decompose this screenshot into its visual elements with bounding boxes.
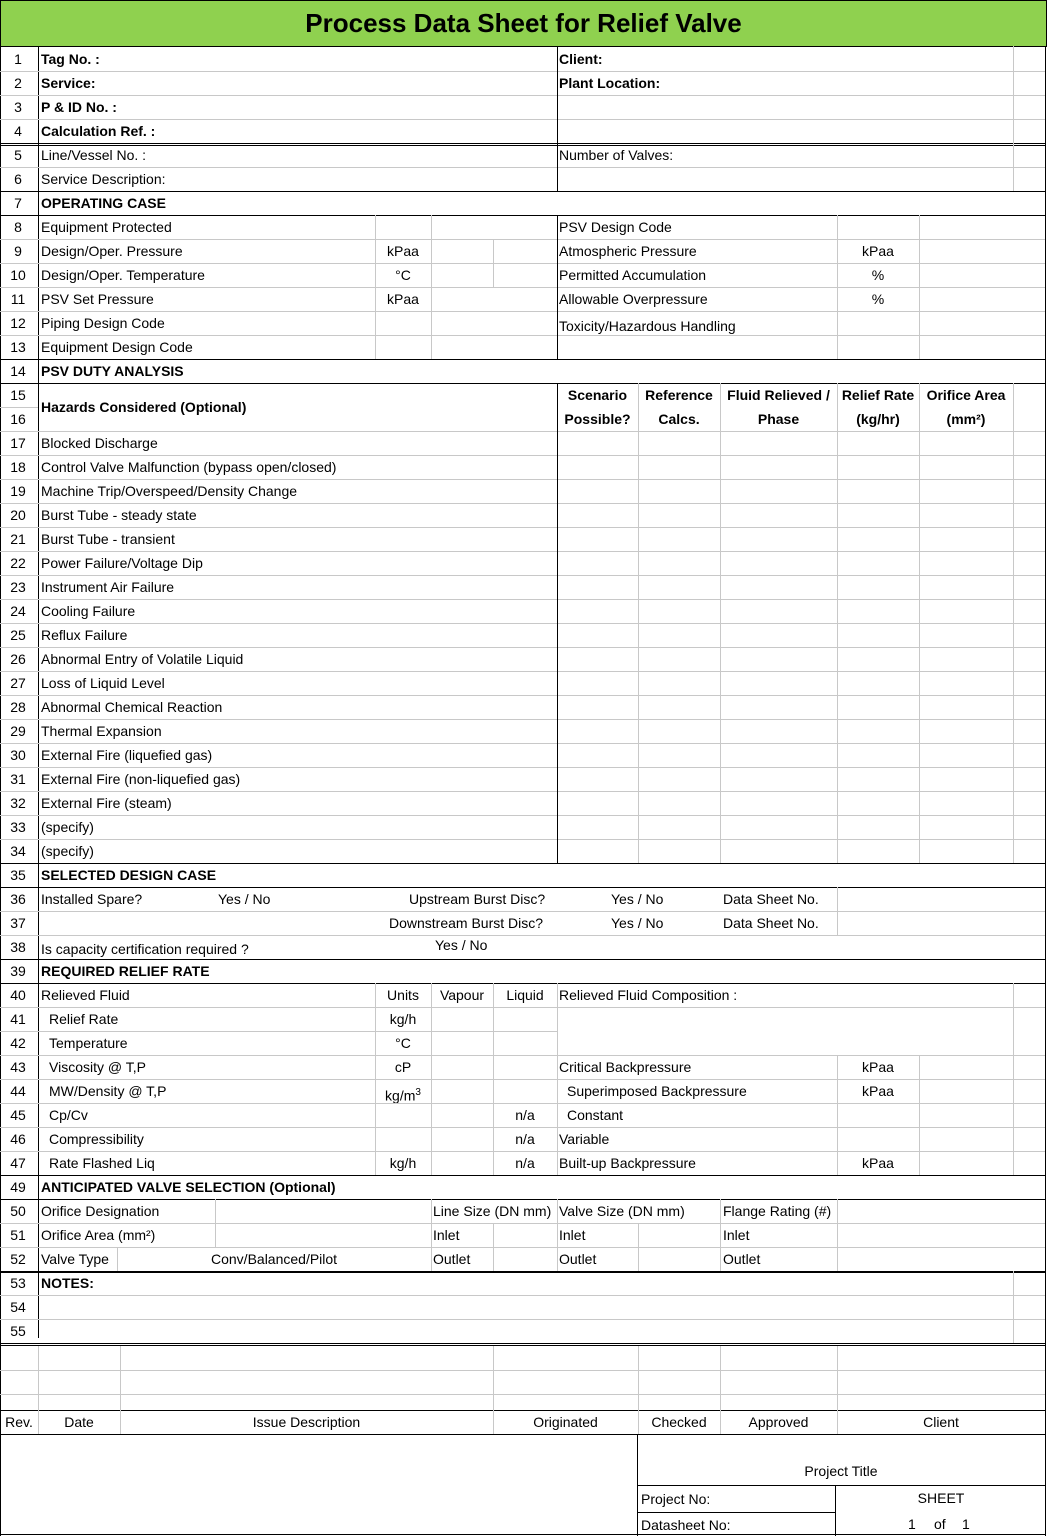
grid-line: [837, 1199, 838, 1271]
grid-line: [375, 215, 376, 359]
grid-line: [0, 1007, 1045, 1008]
row-number: 16: [10, 411, 26, 427]
grid-line: [493, 239, 494, 287]
na-label: n/a: [515, 1107, 535, 1123]
grid-line: [0, 1319, 1045, 1320]
field-label-right: Number of Valves:: [559, 147, 674, 163]
hazard-label: Burst Tube - transient: [41, 531, 175, 547]
field-label: Relief Rate: [49, 1011, 119, 1027]
row-number: 39: [10, 963, 26, 979]
grid-line: [0, 95, 1045, 96]
hazard-label: Abnormal Entry of Volatile Liquid: [41, 651, 244, 667]
field-label: Relieved Fluid: [41, 987, 130, 1003]
grid-line: [117, 1247, 118, 1271]
field-label: Upstream Burst Disc?: [409, 891, 546, 907]
field-label: Orifice Area (mm²): [41, 1227, 156, 1243]
field-label: Inlet: [433, 1227, 460, 1243]
row-number: 53: [10, 1275, 26, 1291]
grid-line: [0, 1247, 1045, 1248]
hazard-label: External Fire (liquefied gas): [41, 747, 213, 763]
grid-line: [0, 215, 1045, 216]
grid-line: [431, 1199, 432, 1271]
row-number: 54: [10, 1299, 26, 1315]
column-header: Line Size (DN mm): [433, 1203, 552, 1219]
unit-label: kPaa: [387, 243, 419, 259]
yes-no-toggle[interactable]: Yes / No: [611, 891, 664, 907]
grid-line: [557, 46, 558, 191]
grid-line: [0, 143, 1045, 146]
yes-no-toggle[interactable]: Yes / No: [435, 937, 488, 953]
field-label: Piping Design Code: [41, 315, 165, 331]
row-number: 29: [10, 723, 26, 739]
revision-header: Originated: [533, 1414, 598, 1430]
column-header: Units: [387, 987, 419, 1003]
unit-label: kPaa: [862, 1155, 894, 1171]
column-header: Phase: [757, 411, 800, 427]
row-number: 12: [10, 315, 26, 331]
column-header: Scenario: [567, 387, 628, 403]
row-number: 31: [10, 771, 26, 787]
field-label: Temperature: [49, 1035, 128, 1051]
field-label-right: Variable: [559, 1131, 610, 1147]
grid-line: [0, 1223, 1045, 1224]
revision-header: Rev.: [5, 1414, 33, 1430]
row-number: 6: [14, 171, 22, 187]
column-header: Relief Rate: [841, 387, 915, 403]
field-label: Compressibility: [49, 1131, 144, 1147]
hazard-label: Reflux Failure: [41, 627, 128, 643]
row-number: 42: [10, 1035, 26, 1051]
hazards-header: Hazards Considered (Optional): [41, 399, 247, 415]
grid-line: [1013, 383, 1014, 863]
unit-label: %: [871, 291, 885, 307]
grid-line: [557, 1199, 558, 1271]
grid-line: [0, 1295, 1045, 1296]
row-number: 46: [10, 1131, 26, 1147]
field-label: Rate Flashed Liq: [49, 1155, 155, 1171]
row-number: 4: [14, 123, 22, 139]
row-number: 9: [14, 243, 22, 259]
row-number: 18: [10, 459, 26, 475]
field-label: OPERATING CASE: [41, 195, 166, 211]
row-number: 3: [14, 99, 22, 115]
row-number: 7: [14, 195, 22, 211]
grid-line: [0, 191, 1045, 192]
field-label-right: Critical Backpressure: [559, 1059, 692, 1075]
field-label-right: Allowable Overpressure: [559, 291, 708, 307]
row-number: 24: [10, 603, 26, 619]
row-number: 19: [10, 483, 26, 499]
hazard-label: External Fire (non-liquefied gas): [41, 771, 241, 787]
hazard-label: (specify): [41, 819, 94, 835]
grid-line: [1013, 983, 1014, 1175]
grid-line: [1013, 46, 1014, 191]
grid-line: [0, 1434, 1045, 1435]
project-title: Project Title: [804, 1463, 878, 1479]
grid-line: [0, 1271, 1045, 1273]
grid-line: [0, 599, 1045, 600]
row-number: 26: [10, 651, 26, 667]
row-number: 11: [10, 291, 26, 307]
row-number: 30: [10, 747, 26, 763]
grid-line: [638, 1223, 639, 1271]
row-number: 36: [10, 891, 26, 907]
hazard-label: (specify): [41, 843, 94, 859]
grid-line: [919, 1055, 920, 1175]
row-number: 10: [10, 267, 26, 283]
sheet-of: of: [934, 1516, 946, 1532]
revision-header: Approved: [748, 1414, 809, 1430]
row-number: 43: [10, 1059, 26, 1075]
unit-label: kPaa: [862, 1059, 894, 1075]
row-number: 27: [10, 675, 26, 691]
field-label: Data Sheet No.: [723, 915, 819, 931]
grid-line: [638, 383, 639, 863]
column-header: Vapour: [439, 987, 485, 1003]
section-header: SELECTED DESIGN CASE: [41, 867, 217, 883]
page-title: Process Data Sheet for Relief Valve: [0, 0, 1047, 47]
row-number: 23: [10, 579, 26, 595]
unit-label: kPaa: [862, 243, 894, 259]
grid-line: [1013, 1271, 1014, 1343]
field-label: Relieved Fluid Composition :: [559, 987, 738, 1003]
grid-line: [837, 215, 838, 359]
grid-line: [431, 215, 432, 359]
unit-label: $kg/m^3$: [385, 1087, 421, 1104]
grid-line: [0, 815, 1045, 816]
grid-line: [0, 287, 1045, 288]
row-number: 55: [10, 1323, 26, 1339]
field-label-right: Toxicity/Hazardous Handling: [559, 318, 736, 334]
hazard-label: Blocked Discharge: [41, 435, 158, 451]
row-number: 28: [10, 699, 26, 715]
grid-line: [375, 983, 376, 1175]
row-number: 38: [10, 939, 26, 955]
grid-line: [0, 623, 1045, 624]
grid-line: [0, 263, 1045, 264]
yes-no-toggle[interactable]: Yes / No: [218, 891, 271, 907]
field-label-right: Client:: [559, 51, 603, 67]
grid-line: [0, 839, 1045, 840]
column-header: (mm²): [946, 411, 986, 427]
field-label: Downstream Burst Disc?: [389, 915, 544, 931]
revision-header: Client: [923, 1414, 959, 1430]
column-header: Fluid Relieved /: [727, 387, 830, 403]
hazard-label: Cooling Failure: [41, 603, 136, 619]
field-label-right: Plant Location:: [559, 75, 661, 91]
grid-line: [557, 983, 558, 1175]
unit-label: %: [871, 267, 885, 283]
row-number: 51: [10, 1227, 26, 1243]
yes-no-toggle[interactable]: Yes / No: [611, 915, 664, 931]
field-label: Is capacity certification required ?: [41, 941, 249, 957]
revision-header: Issue Description: [252, 1414, 361, 1430]
field-label: Installed Spare?: [41, 891, 143, 907]
grid-line: [0, 239, 1045, 240]
column-header: Flange Rating (#): [723, 1203, 832, 1219]
revision-header: Checked: [651, 1414, 707, 1430]
field-label: Design/Oper. Temperature: [41, 267, 205, 283]
field-label-right: PSV Design Code: [559, 219, 672, 235]
field-label: Valve Type: [41, 1251, 109, 1267]
unit-label: kg/h: [389, 1011, 417, 1027]
field-label: Service:: [41, 75, 96, 91]
row-number: 17: [10, 435, 26, 451]
field-label: MW/Density @ T,P: [49, 1083, 167, 1099]
grid-line: [0, 1370, 1045, 1371]
hazard-label: Control Valve Malfunction (bypass open/closed): [41, 459, 337, 475]
field-label-right: Permitted Accumulation: [559, 267, 707, 283]
grid-line: [0, 167, 1045, 168]
row-number: 44: [10, 1083, 26, 1099]
column-header: Reference: [645, 387, 713, 403]
grid-line: [0, 407, 38, 408]
grid-line: [0, 119, 1045, 120]
grid-line: [919, 383, 920, 863]
hazard-label: External Fire (steam): [41, 795, 172, 811]
field-label: Equipment Protected: [41, 219, 172, 235]
field-label: Inlet: [723, 1227, 750, 1243]
grid-line: [919, 215, 920, 359]
row-number: 2: [14, 75, 22, 91]
row-number: 25: [10, 627, 26, 643]
grid-line: [0, 1394, 1045, 1395]
sheet-label: SHEET: [917, 1490, 965, 1506]
row-number: 1: [14, 51, 22, 67]
grid-line: [720, 383, 721, 863]
valve-type-select[interactable]: Conv/Balanced/Pilot: [211, 1251, 338, 1267]
grid-line: [837, 383, 838, 863]
grid-line: [493, 1223, 494, 1271]
field-label: Tag No. :: [41, 51, 100, 67]
field-label: Equipment Design Code: [41, 339, 193, 355]
field-label: Outlet: [723, 1251, 761, 1267]
grid-line: [1045, 46, 1046, 1536]
row-number: 15: [10, 387, 26, 403]
hazard-label: Instrument Air Failure: [41, 579, 175, 595]
column-header: (kg/hr): [856, 411, 900, 427]
field-label: Cp/Cv: [49, 1107, 88, 1123]
row-number: 14: [10, 363, 26, 379]
row-number: 21: [10, 531, 26, 547]
unit-label: kPaa: [387, 291, 419, 307]
unit-label: cP: [394, 1059, 412, 1075]
row-number: 52: [10, 1251, 26, 1267]
grid-line: [0, 71, 1045, 72]
row-number: 5: [14, 147, 22, 163]
unit-label: kg/h: [389, 1155, 417, 1171]
na-label: n/a: [515, 1131, 535, 1147]
unit-label: °C: [395, 1035, 411, 1051]
grid-line: [557, 215, 558, 359]
row-number: 34: [10, 843, 26, 859]
row-number: 47: [10, 1155, 26, 1171]
project-no-label: Project No:: [641, 1491, 711, 1507]
row-number: 50: [10, 1203, 26, 1219]
grid-line: [0, 359, 1045, 360]
grid-line: [431, 983, 432, 1175]
row-number: 40: [10, 987, 26, 1003]
grid-line: [493, 983, 494, 1175]
field-label: P & ID No. :: [41, 99, 117, 115]
row-number: 45: [10, 1107, 26, 1123]
field-label: Calculation Ref. :: [41, 123, 156, 139]
grid-line: [835, 1485, 836, 1536]
na-label: n/a: [515, 1155, 535, 1171]
field-label-right: Built-up Backpressure: [559, 1155, 696, 1171]
section-header: NOTES:: [41, 1275, 94, 1291]
column-header: Possible?: [564, 411, 631, 427]
field-label-right: Superimposed Backpressure: [567, 1083, 747, 1099]
field-label: Outlet: [559, 1251, 597, 1267]
unit-label: °C: [395, 267, 411, 283]
field-label: Inlet: [559, 1227, 586, 1243]
grid-line: [720, 1199, 721, 1271]
column-header: Valve Size (DN mm): [559, 1203, 685, 1219]
row-number: 41: [10, 1011, 26, 1027]
field-label: PSV DUTY ANALYSIS: [41, 363, 184, 379]
grid-line: [0, 1343, 1045, 1346]
row-number: 49: [10, 1179, 26, 1195]
unit-label: kPaa: [862, 1083, 894, 1099]
row-number: 35: [10, 867, 26, 883]
sheet-total: 1: [962, 1516, 970, 1532]
hazard-label: Power Failure/Voltage Dip: [41, 555, 203, 571]
sheet-number: 1: [908, 1516, 916, 1532]
grid-line: [837, 887, 838, 935]
row-number: 22: [10, 555, 26, 571]
row-number: 13: [10, 339, 26, 355]
revision-header: Date: [64, 1414, 94, 1430]
hazard-label: Thermal Expansion: [41, 723, 162, 739]
grid-line: [0, 935, 1045, 936]
field-label: Design/Oper. Pressure: [41, 243, 183, 259]
field-label-right: Atmospheric Pressure: [559, 243, 697, 259]
row-number: 8: [14, 219, 22, 235]
section-header: REQUIRED RELIEF RATE: [41, 963, 210, 979]
row-number: 32: [10, 795, 26, 811]
row-number: 20: [10, 507, 26, 523]
grid-line: [0, 335, 1045, 336]
row-number: 37: [10, 915, 26, 931]
column-header: Orifice Area: [926, 387, 1006, 403]
hazard-label: Burst Tube - steady state: [41, 507, 197, 523]
hazard-label: Abnormal Chemical Reaction: [41, 699, 223, 715]
field-label: Data Sheet No.: [723, 891, 819, 907]
field-label: Viscosity @ T,P: [49, 1059, 146, 1075]
grid-line: [557, 383, 558, 863]
field-label: Service Description:: [41, 171, 166, 187]
field-label: Line/Vessel No. :: [41, 147, 147, 163]
grid-line: [215, 1199, 216, 1247]
grid-line: [0, 311, 1045, 312]
grid-line: [0, 1534, 1045, 1535]
hazard-label: Loss of Liquid Level: [41, 675, 165, 691]
field-label: Outlet: [433, 1251, 471, 1267]
field-label: PSV Set Pressure: [41, 291, 154, 307]
grid-line: [837, 1055, 838, 1175]
column-header: Liquid: [506, 987, 544, 1003]
field-label: Orifice Designation: [41, 1203, 160, 1219]
hazard-label: Machine Trip/Overspeed/Density Change: [41, 483, 298, 499]
field-label-right: Constant: [567, 1107, 624, 1123]
row-number: 33: [10, 819, 26, 835]
section-header: ANTICIPATED VALVE SELECTION (Optional): [41, 1179, 336, 1195]
column-header: Calcs.: [658, 411, 700, 427]
datasheet-no-label: Datasheet No:: [641, 1517, 731, 1533]
